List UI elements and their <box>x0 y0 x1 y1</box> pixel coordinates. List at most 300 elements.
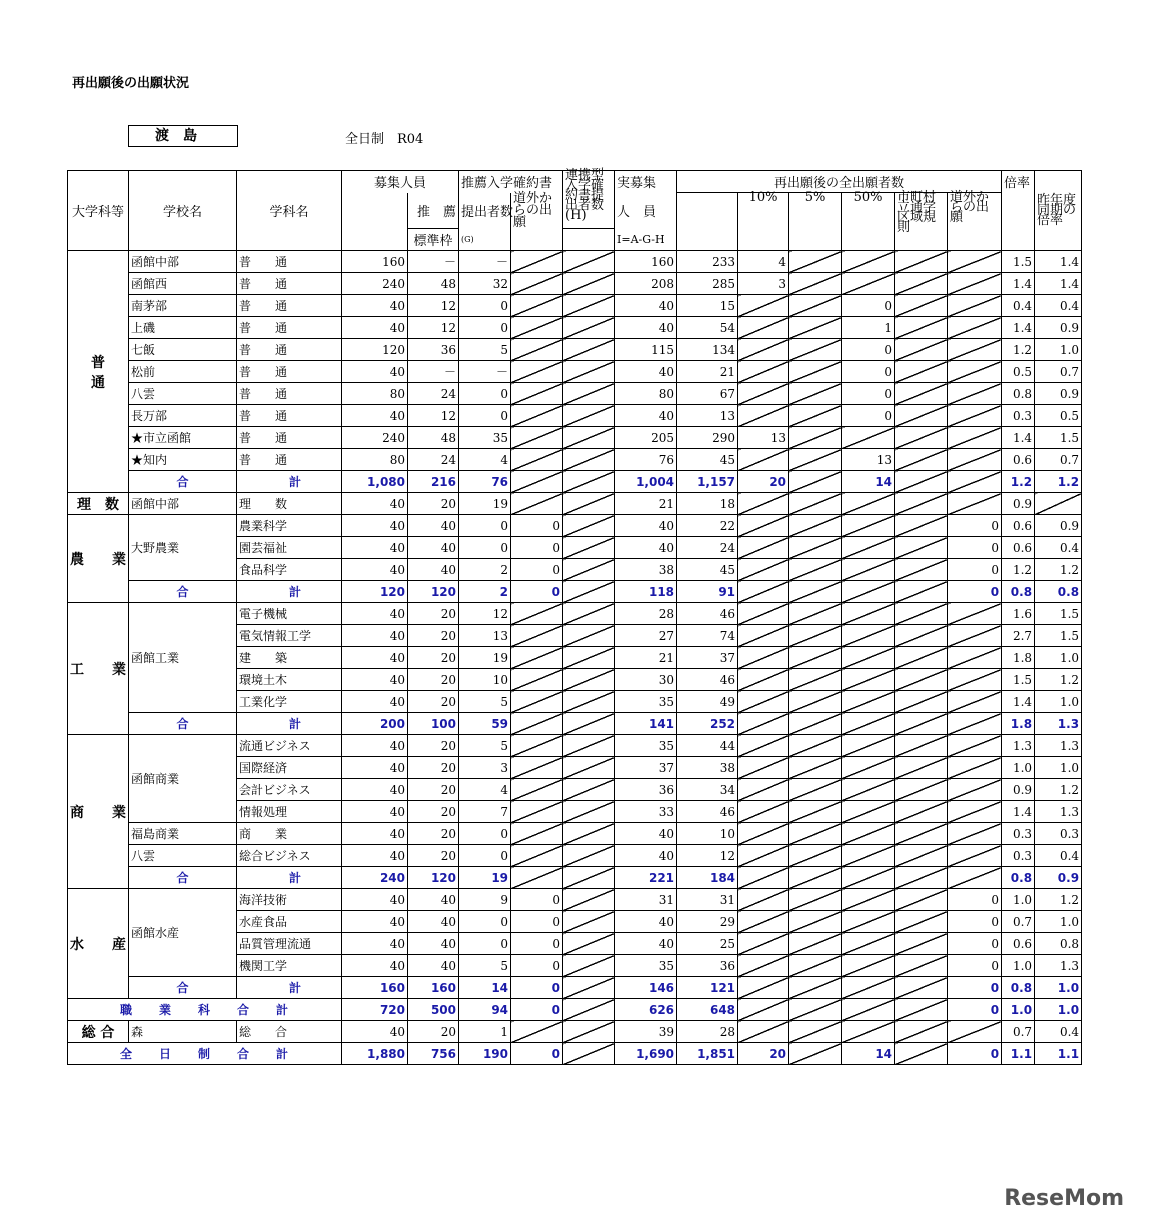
cell-i: 40 <box>615 317 677 339</box>
cell-a: 1,080 <box>342 471 408 493</box>
empty-cell <box>842 251 895 273</box>
empty-cell <box>563 493 615 515</box>
empty-cell <box>738 757 789 779</box>
cell-r: 1.2 <box>1002 339 1035 361</box>
cell-i: 141 <box>615 713 677 735</box>
cell-r: 1.4 <box>1002 691 1035 713</box>
cell-a: 1,880 <box>342 1043 408 1065</box>
cell-a: 240 <box>342 427 408 449</box>
empty-cell <box>511 339 563 361</box>
dept-name: 総合ビジネス <box>237 845 342 867</box>
cell-r: 0.6 <box>1002 449 1035 471</box>
empty-cell <box>738 559 789 581</box>
cell-p50: 0 <box>842 295 895 317</box>
empty-cell <box>789 625 842 647</box>
header-boshu-cell <box>342 193 408 251</box>
cell-g: 19 <box>459 493 511 515</box>
empty-cell <box>842 779 895 801</box>
empty-cell <box>511 295 563 317</box>
header-school: 学校名 <box>129 171 237 251</box>
cell-r: 1.0 <box>1002 757 1035 779</box>
category-kogyo: 工 業 <box>68 603 129 735</box>
empty-cell <box>842 757 895 779</box>
empty-cell <box>895 625 948 647</box>
empty-cell <box>789 779 842 801</box>
school-name: 長万部 <box>129 405 237 427</box>
school-name: ★知内 <box>129 449 237 471</box>
cell-a: 40 <box>342 515 408 537</box>
header-boshu: 募集人員 <box>342 171 459 193</box>
empty-cell <box>738 339 789 361</box>
cell-d: 0 <box>511 955 563 977</box>
table-row <box>68 713 1082 735</box>
cell-g: 94 <box>459 999 511 1021</box>
cell-r: 1.4 <box>1002 801 1035 823</box>
table-row <box>68 823 1082 845</box>
empty-cell <box>895 317 948 339</box>
cell-r: 1.0 <box>1002 955 1035 977</box>
cell-i: 33 <box>615 801 677 823</box>
cell-a: 40 <box>342 493 408 515</box>
school-name: 函館工業 <box>129 603 237 713</box>
empty-cell <box>511 251 563 273</box>
cell-a: 240 <box>342 867 408 889</box>
empty-cell <box>948 757 1002 779</box>
table-row <box>68 999 1082 1021</box>
cell-p: 1.4 <box>1035 251 1082 273</box>
empty-cell <box>511 867 563 889</box>
empty-cell <box>511 845 563 867</box>
school-name: 八雲 <box>129 383 237 405</box>
cell-j: 46 <box>677 603 738 625</box>
cell-a: 40 <box>342 801 408 823</box>
cell-p: 1.2 <box>1035 669 1082 691</box>
cell-a: 40 <box>342 1021 408 1043</box>
empty-cell <box>789 889 842 911</box>
cell-a: 40 <box>342 537 408 559</box>
school-name: 函館商業 <box>129 735 237 823</box>
empty-cell <box>511 735 563 757</box>
empty-cell <box>842 493 895 515</box>
cell-p50: 13 <box>842 449 895 471</box>
category-nogyo: 農 業 <box>68 515 129 603</box>
cell-p10: 3 <box>738 273 789 295</box>
table-row <box>68 295 1082 317</box>
table-row <box>68 515 1082 537</box>
empty-cell <box>948 647 1002 669</box>
total-label: 合 <box>129 581 237 603</box>
total-label: 計 <box>237 713 342 735</box>
school-name: 大野農業 <box>129 515 237 581</box>
cell-o: 0 <box>948 911 1002 933</box>
empty-cell <box>563 317 615 339</box>
school-name: 函館中部 <box>129 251 237 273</box>
cell-i: 28 <box>615 603 677 625</box>
empty-cell <box>789 295 842 317</box>
cell-p: 0.9 <box>1035 867 1082 889</box>
cell-r: 1.8 <box>1002 647 1035 669</box>
empty-cell <box>895 603 948 625</box>
empty-cell <box>895 889 948 911</box>
empty-cell <box>895 537 948 559</box>
empty-cell <box>842 691 895 713</box>
total-label: 合 <box>129 471 237 493</box>
dept-name: 機関工学 <box>237 955 342 977</box>
empty-cell <box>842 603 895 625</box>
cell-i: 30 <box>615 669 677 691</box>
cell-r: 1.1 <box>1002 1043 1035 1065</box>
empty-cell <box>895 955 948 977</box>
cell-i: 40 <box>615 405 677 427</box>
empty-cell <box>563 845 615 867</box>
header-major: 大学科等 <box>68 171 129 251</box>
cell-g: 4 <box>459 779 511 801</box>
empty-cell <box>842 823 895 845</box>
watermark-logo: ReseMom <box>1004 1186 1124 1211</box>
table-row <box>68 427 1082 449</box>
cell-d: 0 <box>511 581 563 603</box>
grand-total-label: 全 日 制 合 計 <box>68 1043 342 1065</box>
empty-cell <box>842 889 895 911</box>
empty-cell <box>563 977 615 999</box>
cell-j: 54 <box>677 317 738 339</box>
empty-cell <box>738 889 789 911</box>
cell-r: 1.5 <box>1002 669 1035 691</box>
cell-d: 0 <box>511 559 563 581</box>
empty-cell <box>738 713 789 735</box>
cell-g: － <box>459 251 511 273</box>
cell-j: 44 <box>677 735 738 757</box>
empty-cell <box>789 647 842 669</box>
cell-j: 91 <box>677 581 738 603</box>
cell-a: 40 <box>342 955 408 977</box>
empty-cell <box>895 801 948 823</box>
empty-cell <box>738 779 789 801</box>
empty-cell <box>789 669 842 691</box>
empty-cell <box>948 801 1002 823</box>
empty-cell <box>895 273 948 295</box>
empty-cell <box>895 449 948 471</box>
cell-s: 20 <box>408 779 459 801</box>
cell-p: 1.5 <box>1035 427 1082 449</box>
cell-p: 1.2 <box>1035 779 1082 801</box>
cell-o: 0 <box>948 999 1002 1021</box>
empty-cell <box>895 933 948 955</box>
empty-cell <box>738 493 789 515</box>
total-label: 計 <box>237 581 342 603</box>
empty-cell <box>895 867 948 889</box>
table-row <box>68 735 1082 757</box>
cell-p: 0.3 <box>1035 823 1082 845</box>
table-row <box>68 339 1082 361</box>
header-hyojun: 標準枠 <box>408 229 459 251</box>
cell-o: 0 <box>948 933 1002 955</box>
cell-r: 1.2 <box>1002 559 1035 581</box>
empty-cell <box>738 801 789 823</box>
cell-r: 0.8 <box>1002 867 1035 889</box>
cell-i: 38 <box>615 559 677 581</box>
empty-cell <box>948 471 1002 493</box>
empty-cell <box>789 1021 842 1043</box>
cell-r: 0.8 <box>1002 383 1035 405</box>
cell-g: 9 <box>459 889 511 911</box>
empty-cell <box>789 273 842 295</box>
table-row <box>68 405 1082 427</box>
empty-cell <box>842 977 895 999</box>
empty-cell <box>563 1043 615 1065</box>
empty-cell <box>563 801 615 823</box>
header-renkei-cell <box>563 229 615 251</box>
empty-cell <box>789 361 842 383</box>
empty-cell <box>895 427 948 449</box>
school-name: 函館水産 <box>129 889 237 977</box>
header-p50: 50% <box>842 193 895 251</box>
cell-p: 0.4 <box>1035 537 1082 559</box>
cell-p50: 0 <box>842 405 895 427</box>
cell-p: 1.0 <box>1035 757 1082 779</box>
empty-cell <box>895 911 948 933</box>
dept-name: 普 通 <box>237 295 342 317</box>
cell-i: 37 <box>615 757 677 779</box>
empty-cell <box>511 823 563 845</box>
cell-a: 40 <box>342 559 408 581</box>
empty-cell <box>511 669 563 691</box>
cell-r: 0.6 <box>1002 515 1035 537</box>
dept-name: 普 通 <box>237 427 342 449</box>
dept-name: 普 通 <box>237 449 342 471</box>
category-shogyo: 商 業 <box>68 735 129 889</box>
header-saishutsu: 再出願後の全出願者数 <box>677 171 1002 193</box>
table-row <box>68 493 1082 515</box>
empty-cell <box>895 559 948 581</box>
empty-cell <box>511 713 563 735</box>
cell-i: 76 <box>615 449 677 471</box>
cell-s: 120 <box>408 581 459 603</box>
empty-cell <box>738 735 789 757</box>
cell-p50: 0 <box>842 361 895 383</box>
empty-cell <box>738 295 789 317</box>
header-g: (G) <box>459 229 511 251</box>
empty-cell <box>563 955 615 977</box>
empty-cell <box>895 581 948 603</box>
empty-cell <box>738 977 789 999</box>
dept-name: 食品科学 <box>237 559 342 581</box>
dept-name: 情報処理 <box>237 801 342 823</box>
cell-g: 3 <box>459 757 511 779</box>
cell-g: 14 <box>459 977 511 999</box>
table-row <box>68 361 1082 383</box>
empty-cell <box>563 625 615 647</box>
empty-cell <box>511 779 563 801</box>
dept-name: 水産食品 <box>237 911 342 933</box>
empty-cell <box>948 383 1002 405</box>
empty-cell <box>789 493 842 515</box>
empty-cell <box>842 669 895 691</box>
cell-j: 648 <box>677 999 738 1021</box>
empty-cell <box>563 405 615 427</box>
empty-cell <box>789 559 842 581</box>
empty-cell <box>895 295 948 317</box>
cell-p: 0.5 <box>1035 405 1082 427</box>
empty-cell <box>738 1021 789 1043</box>
cell-j: 37 <box>677 647 738 669</box>
cell-g: 0 <box>459 845 511 867</box>
cell-r: 0.6 <box>1002 933 1035 955</box>
cell-s: 20 <box>408 757 459 779</box>
empty-cell <box>511 405 563 427</box>
empty-cell <box>895 713 948 735</box>
cell-i: 626 <box>615 999 677 1021</box>
empty-cell <box>738 537 789 559</box>
empty-cell <box>895 977 948 999</box>
header-shicho: 市町村立通学区域規則 <box>895 193 948 251</box>
cell-p10: 13 <box>738 427 789 449</box>
cell-a: 720 <box>342 999 408 1021</box>
empty-cell <box>738 603 789 625</box>
empty-cell <box>842 933 895 955</box>
table-row <box>68 449 1082 471</box>
header-suisen-doc: 推薦入学確約書 <box>459 171 563 193</box>
dept-name: 普 通 <box>237 405 342 427</box>
cell-r: 0.3 <box>1002 845 1035 867</box>
empty-cell <box>563 273 615 295</box>
empty-cell <box>511 273 563 295</box>
header-formula: I=A-G-H <box>615 229 677 251</box>
cell-r: 1.2 <box>1002 471 1035 493</box>
cell-r: 1.6 <box>1002 603 1035 625</box>
empty-cell <box>789 691 842 713</box>
cell-i: 205 <box>615 427 677 449</box>
school-name: 松前 <box>129 361 237 383</box>
empty-cell <box>895 669 948 691</box>
empty-cell <box>948 273 1002 295</box>
cell-a: 40 <box>342 735 408 757</box>
empty-cell <box>738 515 789 537</box>
cell-i: 146 <box>615 977 677 999</box>
total-label: 合 <box>129 713 237 735</box>
cell-p: 0.4 <box>1035 845 1082 867</box>
cell-a: 120 <box>342 581 408 603</box>
empty-cell <box>511 647 563 669</box>
cell-r: 2.7 <box>1002 625 1035 647</box>
cell-o: 0 <box>948 955 1002 977</box>
empty-cell <box>895 1021 948 1043</box>
cell-s: 20 <box>408 625 459 647</box>
cell-g: 5 <box>459 735 511 757</box>
empty-cell <box>789 911 842 933</box>
cell-p: 1.5 <box>1035 603 1082 625</box>
empty-cell <box>738 911 789 933</box>
cell-s: － <box>408 251 459 273</box>
empty-cell <box>789 339 842 361</box>
cell-p: 0.7 <box>1035 449 1082 471</box>
cell-r: 0.5 <box>1002 361 1035 383</box>
school-name: 福島商業 <box>129 823 237 845</box>
empty-cell <box>895 845 948 867</box>
cell-s: 40 <box>408 889 459 911</box>
empty-cell <box>511 691 563 713</box>
table-row <box>68 977 1082 999</box>
cell-a: 40 <box>342 361 408 383</box>
empty-cell <box>948 405 1002 427</box>
cell-a: 40 <box>342 647 408 669</box>
cell-i: 40 <box>615 933 677 955</box>
cell-s: 20 <box>408 1021 459 1043</box>
cell-j: 28 <box>677 1021 738 1043</box>
cell-s: － <box>408 361 459 383</box>
cell-g: 35 <box>459 427 511 449</box>
dept-name: 普 通 <box>237 273 342 295</box>
empty-cell <box>563 691 615 713</box>
cell-s: 48 <box>408 273 459 295</box>
cell-p: 1.2 <box>1035 471 1082 493</box>
cell-i: 40 <box>615 361 677 383</box>
cell-j: 15 <box>677 295 738 317</box>
empty-cell <box>842 845 895 867</box>
cell-r: 1.5 <box>1002 251 1035 273</box>
cell-g: 0 <box>459 383 511 405</box>
cell-g: － <box>459 361 511 383</box>
empty-cell <box>789 845 842 867</box>
header-teishutsu: 提出者数 <box>459 193 511 229</box>
cell-s: 20 <box>408 493 459 515</box>
cell-g: 0 <box>459 823 511 845</box>
cell-j: 12 <box>677 845 738 867</box>
cell-p: 0.8 <box>1035 933 1082 955</box>
empty-cell <box>948 449 1002 471</box>
cell-p50: 14 <box>842 471 895 493</box>
cell-p: 1.2 <box>1035 559 1082 581</box>
cell-g: 1 <box>459 1021 511 1043</box>
empty-cell <box>563 735 615 757</box>
empty-cell <box>948 493 1002 515</box>
cell-s: 36 <box>408 339 459 361</box>
empty-cell <box>563 559 615 581</box>
empty-cell <box>948 823 1002 845</box>
page-title: 再出願後の出願状況 <box>72 76 190 91</box>
cell-a: 40 <box>342 625 408 647</box>
empty-cell <box>511 383 563 405</box>
header-dept: 学科名 <box>237 171 342 251</box>
empty-cell <box>563 1021 615 1043</box>
empty-cell <box>948 1021 1002 1043</box>
empty-cell <box>511 427 563 449</box>
empty-cell <box>948 361 1002 383</box>
empty-cell <box>511 801 563 823</box>
category-suisan: 水 産 <box>68 889 129 999</box>
cell-s: 12 <box>408 317 459 339</box>
empty-cell <box>563 889 615 911</box>
empty-cell <box>511 1021 563 1043</box>
cell-j: 36 <box>677 955 738 977</box>
cell-r: 0.7 <box>1002 1021 1035 1043</box>
header-j-cell <box>677 193 738 251</box>
dept-name: 電子機械 <box>237 603 342 625</box>
empty-cell <box>563 361 615 383</box>
empty-cell <box>511 493 563 515</box>
empty-cell <box>738 823 789 845</box>
cell-p: 1.0 <box>1035 911 1082 933</box>
empty-cell <box>789 955 842 977</box>
dept-name: 電気情報工学 <box>237 625 342 647</box>
header-prev: 昨年度同期の倍率 <box>1035 171 1082 251</box>
cell-j: 31 <box>677 889 738 911</box>
school-name: 南茅部 <box>129 295 237 317</box>
header-bairitsu: 倍率 <box>1002 171 1035 193</box>
header-dogai2: 道外からの出願 <box>948 193 1002 251</box>
cell-i: 40 <box>615 911 677 933</box>
empty-cell <box>842 1021 895 1043</box>
